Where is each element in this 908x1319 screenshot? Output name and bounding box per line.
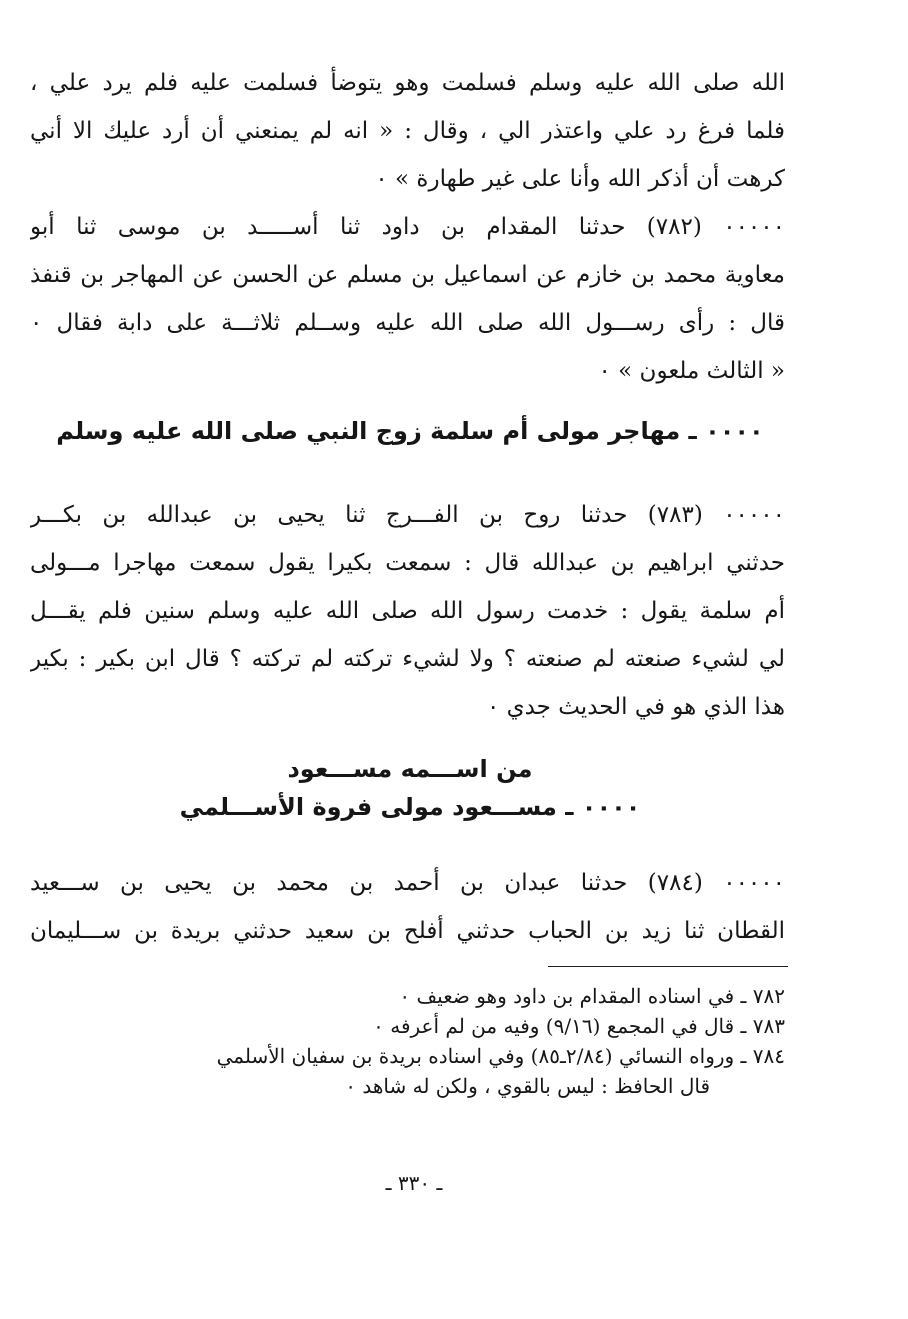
footnote-784: ٧٨٤ ـ ورواه النسائي (٢/٨٤ـ٨٥) وفي اسناده بريدة بن سفيان الأسلمي [216,1044,785,1068]
footnote-782: ٧٨٢ ـ في اسناده المقدام بن داود وهو ضعيف ٠ [399,984,785,1008]
text-line: فلما فرغ رد علي واعتذر الي ، وقال : « انه لم يمنعني أن أرد عليك الا أني [30,118,785,144]
section-heading-masud: ٠٠٠٠ ـ مســـعود مولى فروة الأســـلمي [179,793,641,821]
footnote-separator [548,966,788,967]
hadith-784-line: ٠٠٠٠٠ (٧٨٤) حدثنا عبدان بن أحمد بن محمد بن يحيى بن ســـعيد [30,870,785,896]
hadith-784-line: القطان ثنا زيد بن الحباب حدثني أفلح بن سعيد حدثني بريدة بن ســـليمان [30,918,785,944]
hadith-783-line: هذا الذي هو في الحديث جدي ٠ [486,694,785,720]
hadith-782-line: « الثالث ملعون » ٠ [598,358,785,384]
footnote-783: ٧٨٣ ـ قال في المجمع (٩/١٦) وفيه من لم أعرفه ٠ [373,1014,785,1038]
hadith-783-line: لي لشيء صنعته لم صنعته ؟ ولا لشيء تركته لم تركته ؟ قال ابن بكير : بكير [30,646,785,672]
section-heading-muhajir: ٠٠٠٠ ـ مهاجر مولى أم سلمة زوج النبي صلى الله عليه وسلم [56,417,764,445]
text-line: كرهت أن أذكر الله وأنا على غير طهارة » ٠ [375,166,785,192]
hadith-783-line: ٠٠٠٠٠ (٧٨٣) حدثنا روح بن الفـــرج ثنا يحيى بن عبدالله بن بكـــر [30,502,785,528]
footnote-784-continued: قال الحافظ : ليس بالقوي ، ولكن له شاهد ٠ [345,1074,710,1098]
hadith-782-line: معاوية محمد بن خازم عن اسماعيل بن مسلم عن الحسن عن المهاجر بن قنفذ [30,262,785,288]
hadith-783-line: أم سلمة يقول : خدمت رسول الله صلى الله عليه وسلم سنين فلم يقـــل [30,598,785,624]
section-heading-masud-group: من اســـمه مســـعود [287,755,533,783]
hadith-782-line: ٠٠٠٠٠ (٧٨٢) حدثنا المقدام بن داود ثنا أســـــد بن موسى ثنا أبو [30,214,785,240]
hadith-783-line: حدثني ابراهيم بن عبدالله قال : سمعت بكيرا يقول سمعت مهاجرا مـــولى [30,550,785,576]
hadith-782-line: قال : رأى رســـول الله صلى الله عليه وســلم ثلاثـــة على دابة فقال ٠ [30,310,785,336]
page-number: ـ ٣٣٠ ـ [385,1171,443,1195]
text-line: الله صلى الله عليه وسلم فسلمت وهو يتوضأ فسلمت عليه فلم يرد علي ، [30,70,785,96]
